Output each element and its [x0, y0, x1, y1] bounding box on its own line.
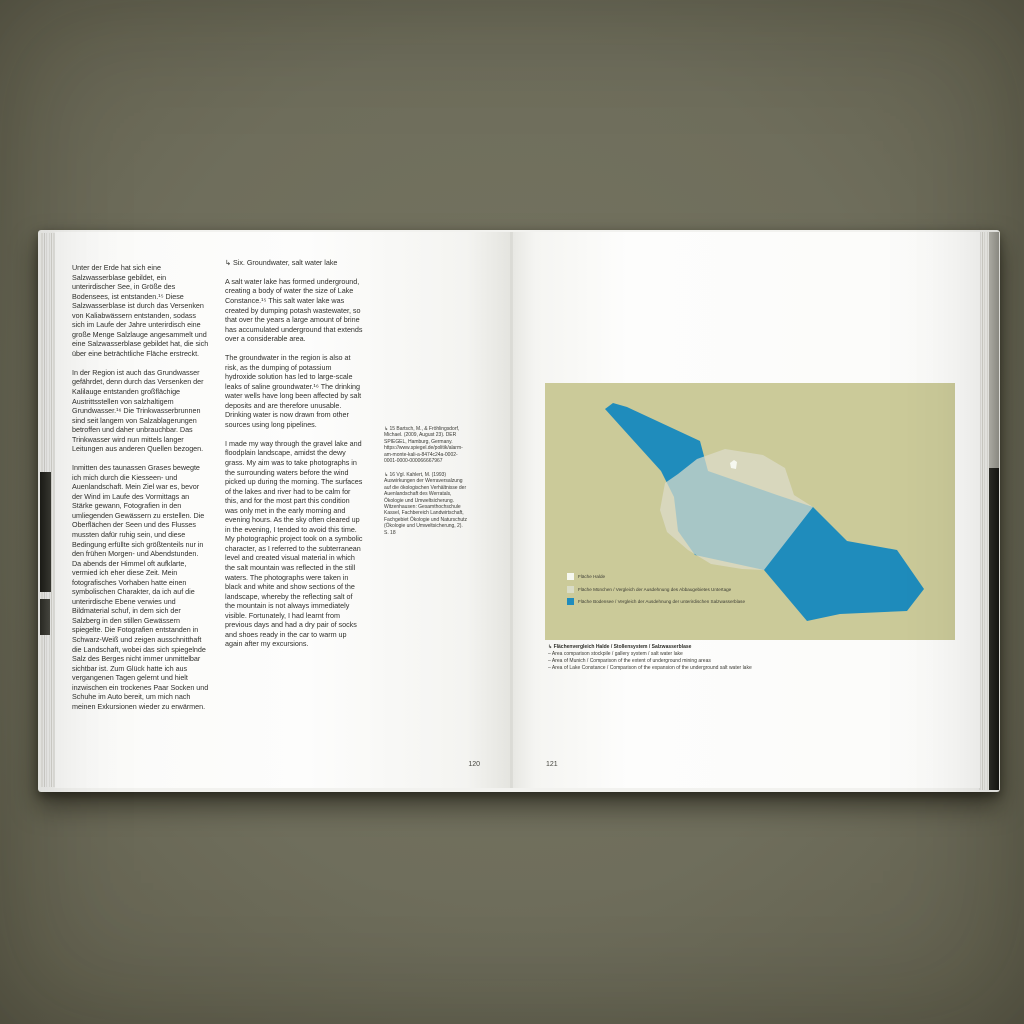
- footnote-15: ↳ 15 Bartsch, M., & Fröhlingsdorf, Michael. (2009, August 23). DER SPIEGEL, Hamburg, Germany. https://www.spiegel.de/politik/alarm-am-monte-kali-a-8474c24a-0002-0001-0000-000066667967: [384, 426, 463, 465]
- english-paragraph: The groundwater in the region is also at risk, as the dumping of potassium hydroxide solution has led to large-scale leaks of saline groundwater.¹⁶ The drinking water wells have long been affected by salt deposits and are therefore unusable. Drinking water is now drawn from other sources using long pipelines.: [225, 353, 362, 429]
- legend-label: Fläche Halde: [578, 574, 606, 579]
- footnote-16: ↳ 16 Vgl. Kahlert, M. (1993) Auswirkungen der Werraversalzung auf die ökologischen Verhältnisse der Auenlandschaft des Werratals, Ökologie und Umweltsicherung. Witzenhausen: Gesamthochschule Kassel, Fachbereich Landwirtschaft, Fachgebiet Ökologie und Naturschutz (Ökologie und Umweltsicherung, 2). S. 18: [384, 471, 467, 536]
- bodensee-swatch-icon: [567, 598, 574, 605]
- section-heading: ↳ Six. Groundwater, salt water lake: [225, 258, 338, 267]
- figure-legend: [567, 573, 745, 611]
- page-number-120: 120: [468, 761, 480, 768]
- caption-title: ↳ Flächenvergleich Halde / Stollensystem / Salzwasserblase: [548, 644, 692, 650]
- english-text-column: [225, 258, 363, 649]
- area-comparison-figure: [545, 383, 955, 640]
- page-block-right-top: [989, 232, 999, 470]
- caption-line: – Area comparison stockpile / gallery system / salt water lake: [548, 651, 683, 657]
- legend-row-halde: [567, 573, 745, 580]
- legend-label: Fläche Bodensee / Vergleich der Ausdehnung der unterirdischen Salzwasserblase: [578, 599, 746, 605]
- caption-line: – Area of Munich / Comparison of the extent of underground mining areas: [548, 658, 711, 664]
- book-gutter-crease: [510, 232, 513, 788]
- legend-label: Fläche München / Vergleich der Ausdehnung des Abbaugebietes Untertage: [578, 586, 732, 592]
- german-text-column: [72, 263, 209, 711]
- muenchen-swatch-icon: [567, 586, 574, 593]
- legend-row-muenchen: [567, 586, 745, 593]
- legend-row-bodensee: [567, 598, 745, 605]
- page-right: [512, 232, 980, 788]
- page-number-121: 121: [546, 761, 558, 768]
- halde-swatch-icon: [567, 573, 574, 580]
- book-cover-left-edge: [40, 472, 51, 592]
- book-cover-right-edge: [989, 468, 999, 790]
- german-paragraph: Unter der Erde hat sich eine Salzwasserblase gebildet, ein unterirdischer See, in Größe des Bodensees, ist entstanden.¹⁵ Diese Salzwasserblase ist durch das Versenken von Kaliabwässern entstanden, sodass sich im Laufe der Jahre unterirdisch eine große Menge Salzlauge angesammelt und eine Salzwasserblase gebildet hat, die sich über eine beträchtliche Fläche erstreckt.: [72, 263, 209, 358]
- german-paragraph: Inmitten des taunassen Grases bewegte ich mich durch die Kiesseen- und Auenlandschaft. Mein Ziel war es, bevor der Wind im Laufe des Vormittags an Stärke gewann, Fotografien in den umliegenden Gewässern zu erstellen. Die Oberflächen der Seen und des Flusses mussten dafür ruhig sein, und diese Bedingung erfüllte sich größtenteils nur in den frühen Morgen- und Abendstunden. Da abends der Himmel oft aufklarte, vermied ich eher diese Zeit. Mein fotografisches Vorhaben hatte einen symbolischen Charakter, da ich auf die unterirdische Ebene verwies und Bildmaterial schuf, in dem sich der Salzberg in den stillen Gewässern spiegelte. Die Fotografien entstanden in Schwarz-Weiß und zeigen ausschnitthaft die Landschaft, wobei das sich spiegelnde Salz des Berges nicht immer unmittelbar sichtbar ist. Zum Glück hatte ich aus vergangenen Tagen gelernt und hielt inzwischen ein trockenes Paar Socken und Schuhe im Auto bereit, um mich nach meinen Exkursionen wieder zu erwärmen.: [72, 463, 209, 711]
- english-paragraph: A salt water lake has formed underground, creating a body of water the size of Lake Constance.¹⁵ This salt water lake was created by dumping potash wastewater, so that over the years a large amount of brine has accumulated underground that extends over a considerable area.: [225, 276, 363, 344]
- caption-line: – Area of Lake Constance / Comparison of the expansion of the underground salt water lake: [548, 665, 752, 671]
- page-left: [55, 232, 512, 788]
- english-paragraph: I made my way through the gravel lake and floodplain landscape, amidst the dewy grass. My aim was to take photographs in the surrounding waters before the wind picked up during the morning. The surfaces of the lakes and river had to be calm for this, and for the most part this condition was only met in the early morning and evening hours. As the sky often cleared up in the evening, I tended to avoid this time. My photographic project took on a symbolic character, as I referred to the subterranean level and created visual material in which the salt mountain was reflected in the still waters. The photographs were taken in black and white and show sections of the landscape, whereby the reflecting salt of the mountain is not always immediately visible. Fortunately, I had learnt from previous days and had a dry pair of socks and shoes ready in the car to warm up again after my excursions.: [225, 438, 363, 649]
- book-cover-left-edge-lower: [40, 599, 50, 635]
- figure-caption: [548, 644, 848, 672]
- german-paragraph: In der Region ist auch das Grundwasser gefährdet, denn durch das Versenken der Kalilauge entstanden großflächige Austrittsstellen von salzhaltigem Grundwasser.¹⁶ Die Trinkwasserbrunnen sind seit langem von Salzablagerungen betroffen und daher unbrauchbar. Das Trinkwasser wird nun mittels langer Leitungen aus anderen Quellen bezogen.: [72, 367, 204, 454]
- footnotes-column: [384, 426, 468, 543]
